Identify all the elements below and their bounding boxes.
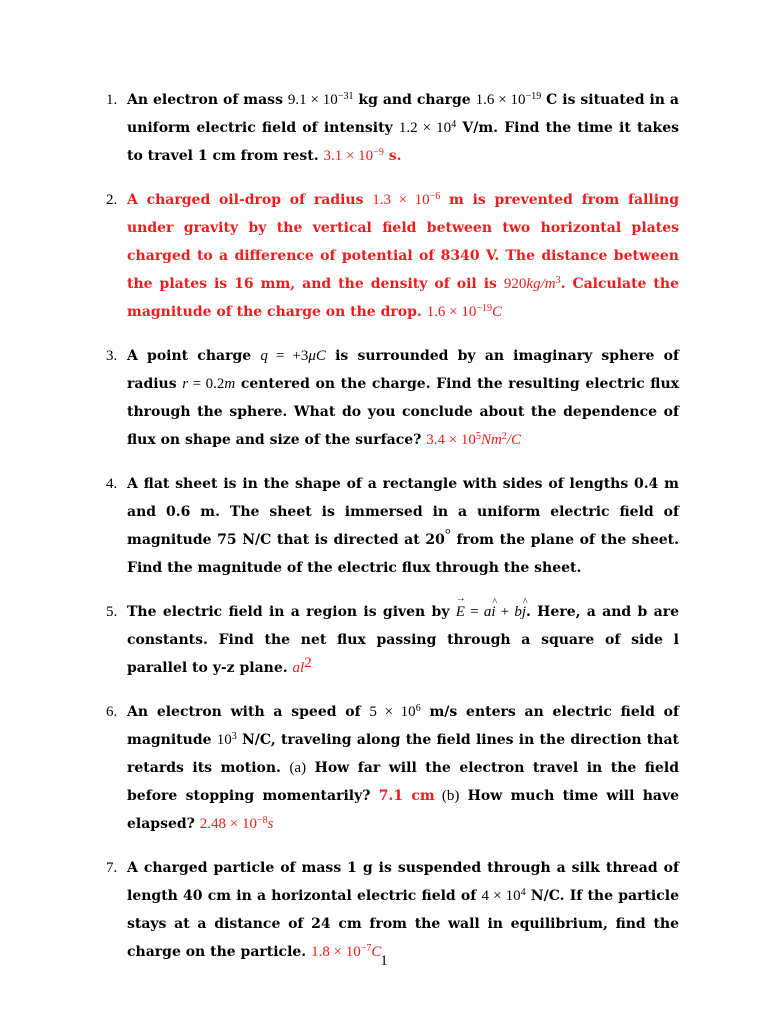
problem-number: 3. xyxy=(106,348,118,364)
math xyxy=(217,732,237,748)
math-segment: a xyxy=(483,604,492,620)
answer xyxy=(426,432,521,448)
exponent: −6 xyxy=(429,191,441,202)
answer-segment: Nm xyxy=(480,432,502,448)
degree-symbol: ° xyxy=(444,527,451,543)
math xyxy=(481,888,525,904)
text-segment: A point charge xyxy=(127,348,261,364)
answer-segment: C xyxy=(371,944,382,960)
answer-segment: 1.8 × 10 xyxy=(311,944,361,960)
problem-3 xyxy=(0,342,768,454)
math xyxy=(288,92,354,108)
text-segment: from the plane of the sheet. Find the magnitude of the electric flux through the sheet. xyxy=(127,532,679,576)
math-segment: 10 xyxy=(216,732,232,748)
problem-number: 6. xyxy=(106,704,118,720)
problem-6 xyxy=(0,698,768,838)
text-segment: m is prevented from falling under gravity by the vertical field between two horizontal plates charged to a difference of potential of 8340 V. The distance between the plates is 16 mm, and the density of oil is xyxy=(127,192,679,292)
math-segment: μC xyxy=(308,348,326,364)
problem-1 xyxy=(0,86,768,170)
answer-segment: 2.48 × 10 xyxy=(199,816,257,832)
problem-text xyxy=(127,598,679,682)
problem-number: 5. xyxy=(106,604,118,620)
answer-segment: al xyxy=(292,660,305,676)
math-segment: r xyxy=(182,376,189,392)
text-segment: . Calculate the magnitude of the charge on the drop. xyxy=(127,276,679,320)
problem-number: 2. xyxy=(106,192,118,208)
math xyxy=(372,192,440,208)
answer-unit: s. xyxy=(383,148,402,164)
math-segment: 1.3 × 10 xyxy=(372,192,430,208)
exponent: 4 xyxy=(451,119,457,130)
exponent: 3 xyxy=(231,731,237,742)
text-segment: . Here, a and b are constants. Find the net flux passing through a square of side l parallel to y-z plane. xyxy=(127,604,679,676)
exponent: −8 xyxy=(256,815,268,826)
problem-text xyxy=(127,470,679,582)
text-segment: A charged particle of mass 1 g is suspended through a silk thread of length 40 cm in a horizontal electric field of xyxy=(127,860,679,904)
answer-segment: /C xyxy=(506,432,521,448)
exponent: −19 xyxy=(476,303,492,314)
problem-number: 4. xyxy=(106,476,118,492)
problem-text xyxy=(127,186,679,326)
math-segment: 920 xyxy=(503,276,527,292)
math-segment: = +3 xyxy=(267,348,309,364)
answer xyxy=(427,304,502,320)
vector-e: → E xyxy=(456,598,465,626)
math-segment: = 0.2 xyxy=(188,376,225,392)
problem-2 xyxy=(0,186,768,326)
problem-list xyxy=(0,86,768,982)
answer xyxy=(323,148,383,164)
exponent: 2 xyxy=(501,431,507,442)
problem-number: 7. xyxy=(106,860,118,876)
text-segment: The electric field in a region is given by xyxy=(127,604,456,620)
exponent: −7 xyxy=(360,943,372,954)
problem-text xyxy=(127,854,679,966)
answer-segment: s xyxy=(267,816,274,832)
text-segment: N/C. If the particle stays at a distance of 24 cm from the wall in equilibrium, find the charge on the particle. xyxy=(127,888,679,960)
answer-segment: C xyxy=(492,304,503,320)
unit-vector-j: ^ j xyxy=(522,598,526,626)
math-segment: 5 × 10 xyxy=(369,704,416,720)
part-label: (b) xyxy=(434,788,460,804)
math xyxy=(476,92,542,108)
math xyxy=(399,120,456,136)
exponent: −19 xyxy=(525,91,542,102)
text-segment: A charged oil-drop of radius xyxy=(127,192,373,208)
math xyxy=(369,704,420,720)
text-segment: A flat sheet is in the shape of a rectangle with sides of lengths 0.4 m and 0.6 m. The sheet is immersed in a uniform electric field of magnitude 75 N/C that is directed at 20 xyxy=(127,476,679,548)
problem-5 xyxy=(0,598,768,682)
answer-segment: 1.6 × 10 xyxy=(426,304,477,320)
math-segment: b xyxy=(514,604,522,620)
exponent: 5 xyxy=(475,431,481,442)
problem-text xyxy=(127,86,679,170)
text-segment: An electron of mass xyxy=(127,92,288,108)
page-number: 1 xyxy=(380,953,388,969)
answer-segment: 3.4 × 10 xyxy=(426,432,476,448)
problem-number: 1. xyxy=(106,92,118,108)
answer: 7.1 cm xyxy=(378,788,435,804)
problem-text xyxy=(127,342,679,454)
math-segment: 9.1 × 10 xyxy=(287,92,338,108)
exponent: 3 xyxy=(555,275,561,286)
math-segment: kg/m xyxy=(526,276,556,292)
exponent: −9 xyxy=(373,147,384,158)
exponent: 4 xyxy=(520,887,526,898)
unit-vector-i: ^ i xyxy=(491,598,495,626)
problem-4 xyxy=(0,470,768,582)
math-segment: + xyxy=(495,604,515,620)
answer xyxy=(292,655,312,676)
text-segment: m/s enters an electric field of magnitude xyxy=(127,704,679,748)
math-segment: 4 × 10 xyxy=(481,888,521,904)
text-segment: How much time will have elapsed? xyxy=(127,788,679,832)
answer-segment: 3.1 × 10 xyxy=(323,148,374,164)
text-segment: V/m. Find the time it takes to travel 1 cm from rest. xyxy=(127,120,680,164)
text-segment: kg and charge xyxy=(353,92,476,108)
exponent: 2 xyxy=(304,655,312,671)
problem-text xyxy=(127,698,679,838)
exponent: −31 xyxy=(337,91,354,102)
math-segment: = xyxy=(464,604,484,620)
problem-7 xyxy=(0,854,768,966)
math-segment: 1.6 × 10 xyxy=(475,92,526,108)
part-label: (a) xyxy=(289,760,307,776)
text-segment: How far will the electron travel in the field before stopping momentarily? xyxy=(127,760,680,804)
math-segment: 1.2 × 10 xyxy=(398,120,452,136)
text-segment: centered on the charge. Find the resulting electric flux through the sphere. What do you conclude about the dependence of flux on shape and size of the surface? xyxy=(127,376,679,448)
math-segment: q xyxy=(260,348,268,364)
text-segment: C is situated in a uniform electric field of intensity xyxy=(127,92,679,136)
math xyxy=(504,276,561,292)
text-segment: N/C, traveling along the field lines in the direction that retards its motion. xyxy=(127,732,679,776)
answer xyxy=(200,816,274,832)
math-segment: m xyxy=(224,376,236,392)
text-segment: An electron with a speed of xyxy=(127,704,370,720)
text-segment: is surrounded by an imaginary sphere of radius xyxy=(127,348,680,392)
exponent: 6 xyxy=(415,703,421,714)
